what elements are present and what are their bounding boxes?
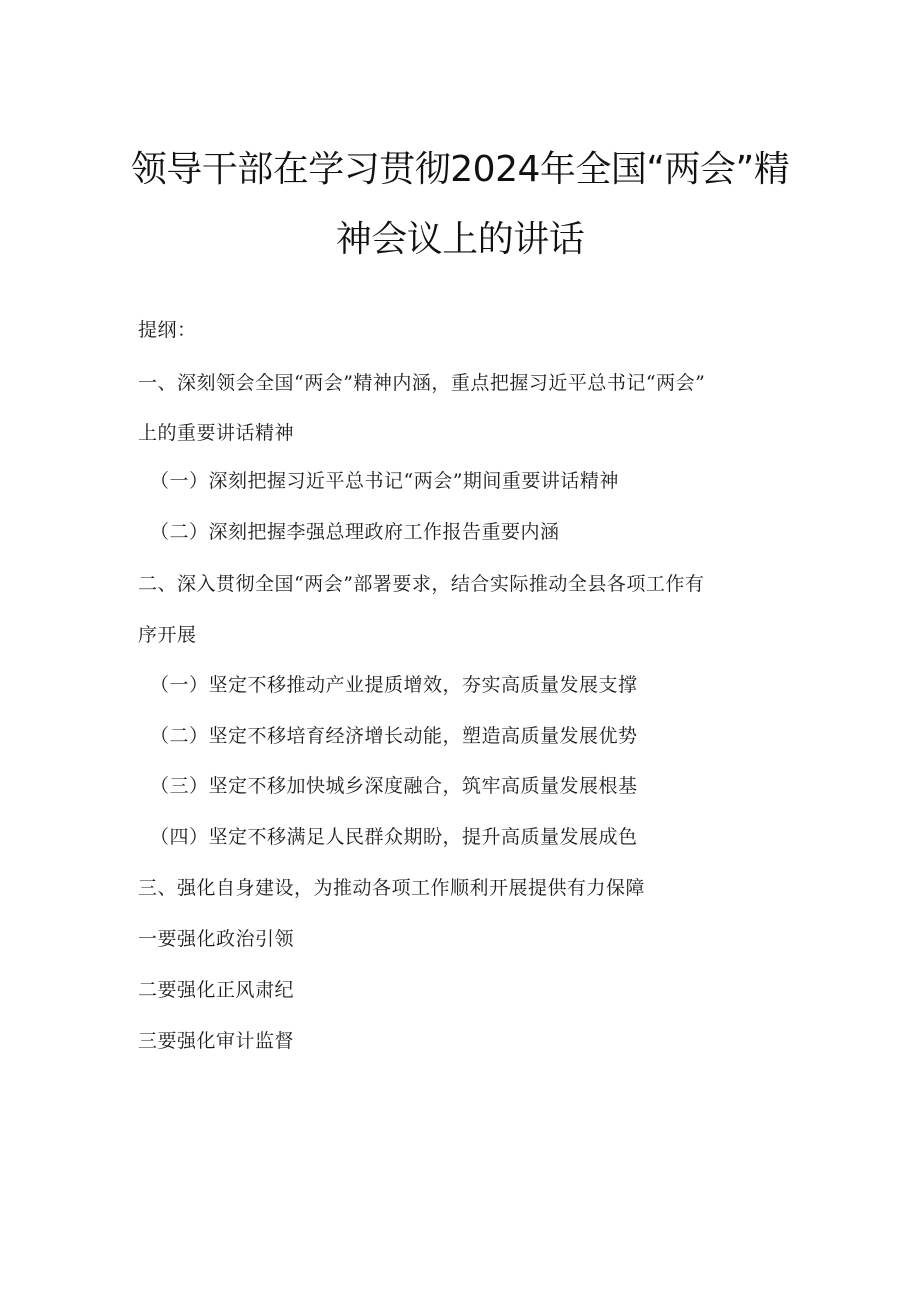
outline-label: 提纲： xyxy=(138,319,197,341)
section-1-heading-line-1: 一、深刻领会全国“两会”精神内涵，重点把握习近平总书记“两会” xyxy=(138,372,706,394)
section-2-item-3: （三）坚定不移加快城乡深度融合，筑牢高质量发展根基 xyxy=(150,775,638,797)
section-2-item-4: （四）坚定不移满足人民群众期盼，提升高质量发展成色 xyxy=(150,826,638,848)
section-2-heading-line-2: 序开展 xyxy=(138,624,197,646)
section-3-heading: 三、强化自身建设，为推动各项工作顺利开展提供有力保障 xyxy=(138,877,646,899)
section-1-item-1: （一）深刻把握习近平总书记“两会”期间重要讲话精神 xyxy=(150,470,619,492)
section-3-item-1: 一要强化政治引领 xyxy=(138,928,295,950)
section-2-item-1: （一）坚定不移推动产业提质增效，夯实高质量发展支撑 xyxy=(150,674,638,696)
section-2-heading-line-1: 二、深入贯彻全国“两会”部署要求，结合实际推动全县各项工作有 xyxy=(138,573,705,595)
section-2-item-2: （二）坚定不移培育经济增长动能，塑造高质量发展优势 xyxy=(150,725,638,747)
section-1-item-2: （二）深刻把握李强总理政府工作报告重要内涵 xyxy=(150,521,560,543)
section-3-item-3: 三要强化审计监督 xyxy=(138,1030,295,1052)
section-3-item-2: 二要强化正风肃纪 xyxy=(138,979,295,1001)
section-1-heading-line-2: 上的重要讲话精神 xyxy=(138,422,295,444)
document-title-line-2: 神会议上的讲话 xyxy=(335,219,585,260)
document-title-line-1: 领导干部在学习贯彻2024年全国“两会”精 xyxy=(130,149,790,190)
